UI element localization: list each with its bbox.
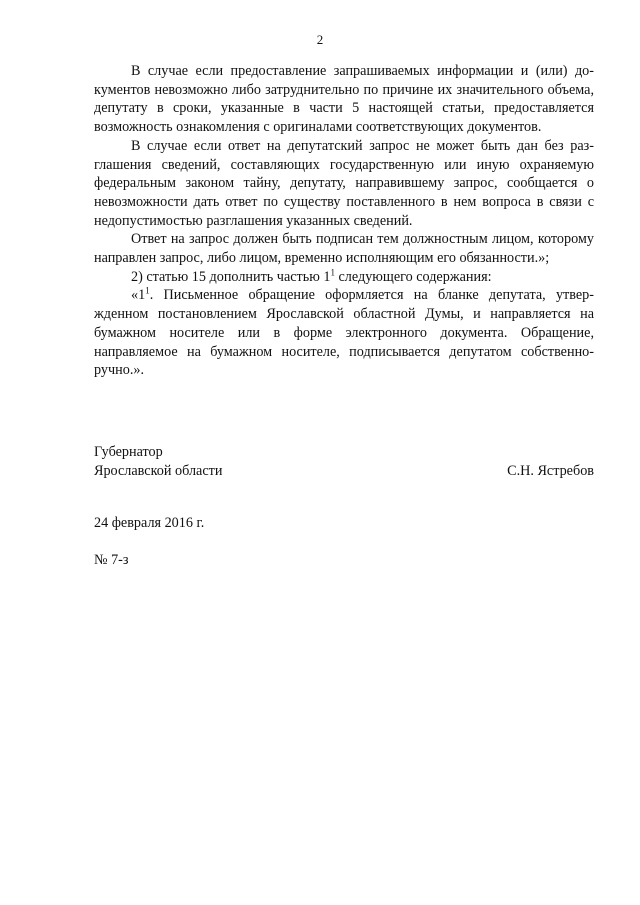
page-number: 2 <box>316 32 324 47</box>
signatory-title-line2: Ярославской области <box>94 462 223 479</box>
signatory-title-line1: Губернатор <box>94 444 163 460</box>
document-date: 24 февраля 2016 г. <box>94 515 205 531</box>
paragraph-signature-requirement: Ответ на запрос должен быть подписан тем должностным лицом, которому направлен запрос, либо лицом, временно исполняющим его обязанности.»; <box>94 231 594 267</box>
paragraph-written-appeal <box>94 286 594 380</box>
amendment-superscript: 1 <box>330 267 335 277</box>
amendment-text-before: 2) статью 15 дополнить частью 1 <box>131 268 331 285</box>
signatory-name: С.Н. Ястребов <box>507 462 594 479</box>
signature-block <box>94 443 594 480</box>
appeal-superscript: 1 <box>145 285 150 296</box>
appeal-text-after: . Письменное обращение оформляется на бланке депутата, утвержденном постановлением Ярославской областной Думы, и направляется на бумажном носителе или в форме электронного документа. Обращение, направляемое на бумажном носителе, подписывается депутатом собственноручно.». <box>94 287 594 379</box>
paragraph-secret-info: В случае если ответ на депутатский запрос не может быть дан без разглашения сведений, составляющих государственную или иную охраняемую федеральным законом тайну, депутату, направившему запрос, сообщается о невозможности дать ответ по существу поставленного в нем вопроса в связи с недопустимостью разглашения указанных сведений. <box>94 137 594 229</box>
signatory-row <box>94 462 594 481</box>
paragraph-documents-access: В случае если предоставление запрашиваемых информации и (или) документов невозможно либо затруднительно по причине их значительного объема, депутату в сроки, указанные в части 5 настоящей статьи, предоставляется возможность ознакомления с оригиналами соответствующих документов. <box>94 63 594 136</box>
document-number: № 7-з <box>94 552 129 568</box>
appeal-text-before: «1 <box>131 287 146 304</box>
amendment-text-after: следующего содержания: <box>334 268 492 285</box>
document-body <box>94 62 594 380</box>
paragraph-amendment-article-15 <box>94 268 594 287</box>
